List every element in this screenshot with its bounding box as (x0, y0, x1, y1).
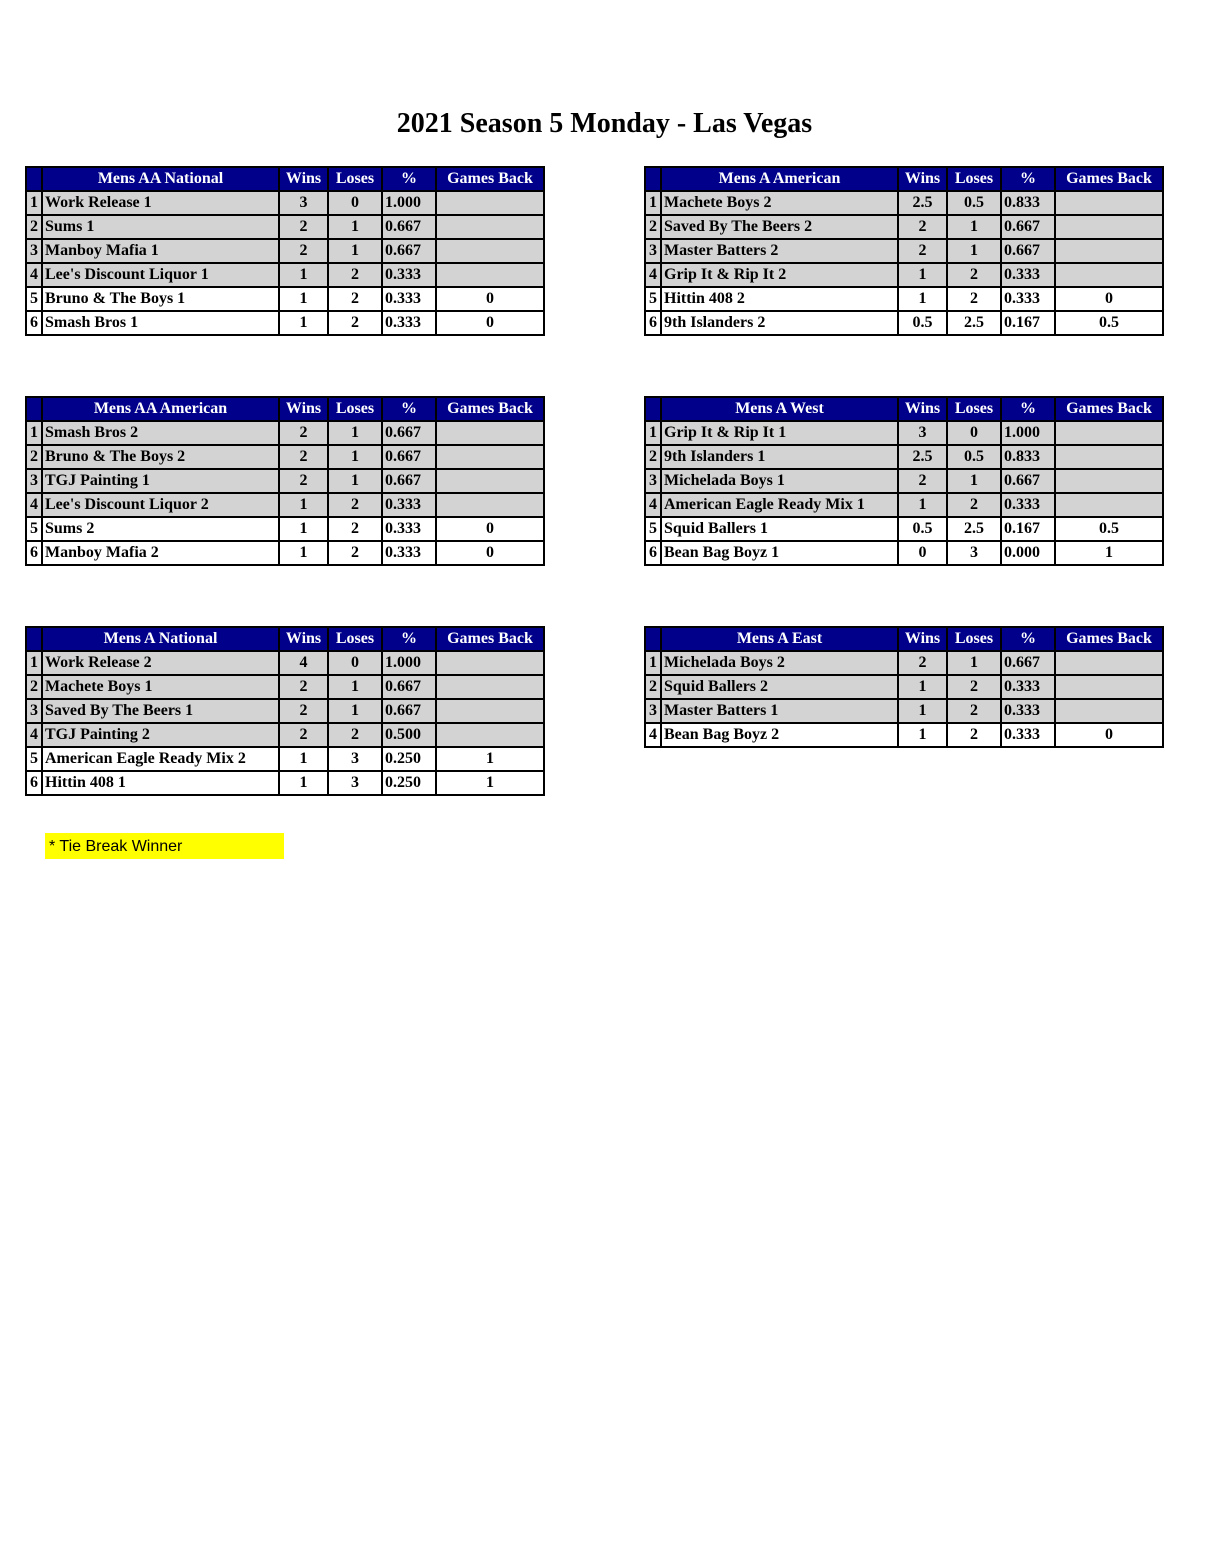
header-rank-cell (26, 167, 42, 191)
header-wins: Wins (279, 627, 328, 651)
team-name: Smash Bros 1 (42, 311, 279, 335)
team-name: Manboy Mafia 1 (42, 239, 279, 263)
loses-cell: 1 (328, 469, 382, 493)
wins-cell: 2 (279, 469, 328, 493)
pct-cell: 0.250 (382, 771, 436, 795)
pct-cell: 0.333 (1001, 263, 1055, 287)
wins-cell: 1 (898, 287, 947, 311)
table-row (645, 723, 1163, 747)
division-name: Mens AA National (42, 167, 279, 191)
table-row (26, 239, 544, 263)
games-back-cell: 0 (436, 517, 544, 541)
loses-cell: 1 (328, 215, 382, 239)
standings-table-mens-a-american (644, 166, 1164, 336)
pct-cell: 0.667 (1001, 469, 1055, 493)
rank-cell: 2 (26, 215, 42, 239)
pct-cell: 0.833 (1001, 445, 1055, 469)
pct-cell: 0.333 (1001, 723, 1055, 747)
team-name: Grip It & Rip It 1 (661, 421, 898, 445)
games-back-cell (436, 263, 544, 287)
games-back-cell (1055, 445, 1163, 469)
team-name: Manboy Mafia 2 (42, 541, 279, 565)
team-name: Lee's Discount Liquor 1 (42, 263, 279, 287)
games-back-cell (436, 723, 544, 747)
pct-cell: 0.000 (1001, 541, 1055, 565)
loses-cell: 1 (328, 421, 382, 445)
wins-cell: 0 (898, 541, 947, 565)
table-row (26, 651, 544, 675)
header-loses: Loses (947, 397, 1001, 421)
team-name: Sums 2 (42, 517, 279, 541)
wins-cell: 1 (279, 517, 328, 541)
pct-cell: 0.667 (382, 699, 436, 723)
games-back-cell: 1 (436, 747, 544, 771)
pct-cell: 0.333 (1001, 675, 1055, 699)
wins-cell: 1 (898, 675, 947, 699)
rank-cell: 6 (26, 541, 42, 565)
header-pct: % (1001, 167, 1055, 191)
rank-cell: 6 (645, 541, 661, 565)
loses-cell: 0.5 (947, 191, 1001, 215)
header-pct: % (382, 167, 436, 191)
header-wins: Wins (279, 397, 328, 421)
rank-cell: 6 (645, 311, 661, 335)
table-row (645, 215, 1163, 239)
games-back-cell (1055, 699, 1163, 723)
pct-cell: 0.667 (382, 215, 436, 239)
games-back-cell (1055, 469, 1163, 493)
header-pct: % (382, 397, 436, 421)
header-wins: Wins (279, 167, 328, 191)
pct-cell: 0.167 (1001, 311, 1055, 335)
team-name: Master Batters 2 (661, 239, 898, 263)
pct-cell: 0.667 (1001, 239, 1055, 263)
loses-cell: 0 (328, 191, 382, 215)
team-name: Hittin 408 2 (661, 287, 898, 311)
loses-cell: 2 (947, 263, 1001, 287)
team-name: Hittin 408 1 (42, 771, 279, 795)
standings-table-mens-aa-national (25, 166, 545, 336)
standings-table-mens-a-national (25, 626, 545, 796)
games-back-cell (1055, 493, 1163, 517)
loses-cell: 1 (328, 239, 382, 263)
games-back-cell: 0 (436, 287, 544, 311)
team-name: American Eagle Ready Mix 2 (42, 747, 279, 771)
wins-cell: 2 (279, 215, 328, 239)
table-row (26, 421, 544, 445)
rank-cell: 1 (645, 421, 661, 445)
header-games-back: Games Back (436, 627, 544, 651)
header-rank-cell (26, 627, 42, 651)
page-title: 2021 Season 5 Monday - Las Vegas (396, 108, 813, 139)
pct-cell: 1.000 (382, 651, 436, 675)
loses-cell: 2 (328, 723, 382, 747)
header-loses: Loses (947, 627, 1001, 651)
loses-cell: 1 (328, 675, 382, 699)
header-pct: % (1001, 627, 1055, 651)
loses-cell: 3 (328, 771, 382, 795)
table-header-row (645, 627, 1163, 651)
wins-cell: 1 (279, 287, 328, 311)
pct-cell: 1.000 (382, 191, 436, 215)
wins-cell: 2 (279, 421, 328, 445)
division-name: Mens A East (661, 627, 898, 651)
wins-cell: 1 (898, 723, 947, 747)
division-name: Mens A National (42, 627, 279, 651)
header-games-back: Games Back (1055, 167, 1163, 191)
wins-cell: 2 (279, 675, 328, 699)
pct-cell: 0.333 (1001, 493, 1055, 517)
header-wins: Wins (898, 397, 947, 421)
wins-cell: 1 (898, 263, 947, 287)
rank-cell: 6 (26, 311, 42, 335)
team-name: Master Batters 1 (661, 699, 898, 723)
team-name: Bruno & The Boys 2 (42, 445, 279, 469)
team-name: Work Release 2 (42, 651, 279, 675)
games-back-cell (1055, 651, 1163, 675)
tie-break-legend: * Tie Break Winner (45, 833, 284, 859)
pct-cell: 0.667 (382, 675, 436, 699)
standings-table-mens-aa-american (25, 396, 545, 566)
pct-cell: 0.667 (382, 421, 436, 445)
loses-cell: 2 (328, 287, 382, 311)
team-name: Work Release 1 (42, 191, 279, 215)
rank-cell: 2 (645, 445, 661, 469)
games-back-cell: 0.5 (1055, 517, 1163, 541)
rank-cell: 1 (645, 191, 661, 215)
games-back-cell (1055, 263, 1163, 287)
wins-cell: 2 (279, 239, 328, 263)
header-pct: % (382, 627, 436, 651)
team-name: Machete Boys 1 (42, 675, 279, 699)
wins-cell: 2 (898, 651, 947, 675)
header-pct: % (1001, 397, 1055, 421)
header-games-back: Games Back (1055, 397, 1163, 421)
header-loses: Loses (328, 167, 382, 191)
wins-cell: 2 (898, 469, 947, 493)
team-name: Sums 1 (42, 215, 279, 239)
table-header-row (645, 397, 1163, 421)
table-row (26, 675, 544, 699)
rank-cell: 5 (645, 287, 661, 311)
wins-cell: 2.5 (898, 191, 947, 215)
pct-cell: 0.333 (382, 287, 436, 311)
header-games-back: Games Back (436, 397, 544, 421)
pct-cell: 0.333 (1001, 699, 1055, 723)
wins-cell: 3 (279, 191, 328, 215)
table-row (26, 191, 544, 215)
table-row (645, 517, 1163, 541)
wins-cell: 2 (279, 445, 328, 469)
team-name: Saved By The Beers 1 (42, 699, 279, 723)
team-name: Squid Ballers 1 (661, 517, 898, 541)
games-back-cell (436, 191, 544, 215)
wins-cell: 2 (279, 699, 328, 723)
rank-cell: 4 (645, 723, 661, 747)
wins-cell: 0.5 (898, 311, 947, 335)
table-row (26, 541, 544, 565)
pct-cell: 0.833 (1001, 191, 1055, 215)
team-name: Smash Bros 2 (42, 421, 279, 445)
table-row (26, 469, 544, 493)
rank-cell: 3 (645, 239, 661, 263)
wins-cell: 1 (898, 699, 947, 723)
team-name: Bruno & The Boys 1 (42, 287, 279, 311)
games-back-cell (436, 215, 544, 239)
loses-cell: 0.5 (947, 445, 1001, 469)
table-row (645, 445, 1163, 469)
team-name: 9th Islanders 1 (661, 445, 898, 469)
header-games-back: Games Back (1055, 627, 1163, 651)
rank-cell: 4 (645, 493, 661, 517)
pct-cell: 0.333 (382, 311, 436, 335)
loses-cell: 2 (328, 541, 382, 565)
pct-cell: 0.333 (382, 493, 436, 517)
games-back-cell (1055, 191, 1163, 215)
wins-cell: 2.5 (898, 445, 947, 469)
header-loses: Loses (328, 397, 382, 421)
pct-cell: 0.167 (1001, 517, 1055, 541)
pct-cell: 0.667 (1001, 215, 1055, 239)
wins-cell: 1 (279, 747, 328, 771)
table-row (645, 287, 1163, 311)
rank-cell: 4 (26, 723, 42, 747)
rank-cell: 5 (645, 517, 661, 541)
loses-cell: 2 (947, 675, 1001, 699)
table-row (645, 699, 1163, 723)
standings-table-mens-a-east (644, 626, 1164, 748)
header-loses: Loses (947, 167, 1001, 191)
header-rank-cell (645, 397, 661, 421)
rank-cell: 2 (26, 445, 42, 469)
table-row (26, 311, 544, 335)
team-name: Grip It & Rip It 2 (661, 263, 898, 287)
rank-cell: 3 (26, 699, 42, 723)
team-name: Lee's Discount Liquor 2 (42, 493, 279, 517)
loses-cell: 2 (328, 311, 382, 335)
table-row (645, 493, 1163, 517)
wins-cell: 2 (279, 723, 328, 747)
rank-cell: 3 (645, 699, 661, 723)
games-back-cell (1055, 215, 1163, 239)
header-rank-cell (645, 167, 661, 191)
games-back-cell: 0 (1055, 723, 1163, 747)
table-row (645, 239, 1163, 263)
table-row (645, 469, 1163, 493)
wins-cell: 1 (279, 771, 328, 795)
games-back-cell (436, 239, 544, 263)
team-name: 9th Islanders 2 (661, 311, 898, 335)
loses-cell: 3 (328, 747, 382, 771)
wins-cell: 0.5 (898, 517, 947, 541)
loses-cell: 2 (947, 287, 1001, 311)
rank-cell: 1 (26, 191, 42, 215)
games-back-cell: 0 (436, 541, 544, 565)
table-row (645, 421, 1163, 445)
games-back-cell (436, 445, 544, 469)
pct-cell: 0.667 (382, 445, 436, 469)
header-rank-cell (26, 397, 42, 421)
wins-cell: 4 (279, 651, 328, 675)
team-name: Machete Boys 2 (661, 191, 898, 215)
games-back-cell (1055, 239, 1163, 263)
rank-cell: 3 (645, 469, 661, 493)
rank-cell: 5 (26, 287, 42, 311)
table-row (26, 263, 544, 287)
header-wins: Wins (898, 627, 947, 651)
table-row (26, 747, 544, 771)
loses-cell: 2.5 (947, 311, 1001, 335)
games-back-cell: 0 (1055, 287, 1163, 311)
games-back-cell (436, 651, 544, 675)
loses-cell: 1 (947, 239, 1001, 263)
rank-cell: 6 (26, 771, 42, 795)
header-games-back: Games Back (436, 167, 544, 191)
wins-cell: 1 (279, 541, 328, 565)
table-row (26, 287, 544, 311)
games-back-cell (436, 699, 544, 723)
header-wins: Wins (898, 167, 947, 191)
table-row (26, 493, 544, 517)
loses-cell: 1 (947, 215, 1001, 239)
loses-cell: 1 (328, 445, 382, 469)
rank-cell: 2 (645, 675, 661, 699)
wins-cell: 1 (279, 493, 328, 517)
loses-cell: 1 (947, 651, 1001, 675)
games-back-cell: 0 (436, 311, 544, 335)
rank-cell: 2 (26, 675, 42, 699)
loses-cell: 0 (947, 421, 1001, 445)
games-back-cell: 1 (1055, 541, 1163, 565)
table-row (26, 723, 544, 747)
loses-cell: 0 (328, 651, 382, 675)
pct-cell: 0.667 (382, 469, 436, 493)
games-back-cell (436, 675, 544, 699)
pct-cell: 0.500 (382, 723, 436, 747)
table-row (645, 311, 1163, 335)
games-back-cell (436, 469, 544, 493)
table-row (26, 699, 544, 723)
loses-cell: 3 (947, 541, 1001, 565)
table-row (26, 445, 544, 469)
team-name: Bean Bag Boyz 2 (661, 723, 898, 747)
table-row (645, 191, 1163, 215)
table-row (26, 517, 544, 541)
loses-cell: 2.5 (947, 517, 1001, 541)
team-name: Saved By The Beers 2 (661, 215, 898, 239)
wins-cell: 2 (898, 215, 947, 239)
table-header-row (26, 167, 544, 191)
pct-cell: 0.333 (382, 263, 436, 287)
rank-cell: 1 (26, 651, 42, 675)
team-name: Bean Bag Boyz 1 (661, 541, 898, 565)
rank-cell: 1 (26, 421, 42, 445)
games-back-cell: 0.5 (1055, 311, 1163, 335)
loses-cell: 2 (947, 493, 1001, 517)
pct-cell: 0.250 (382, 747, 436, 771)
rank-cell: 3 (26, 239, 42, 263)
rank-cell: 2 (645, 215, 661, 239)
table-row (26, 771, 544, 795)
loses-cell: 2 (328, 517, 382, 541)
table-header-row (26, 627, 544, 651)
table-row (26, 215, 544, 239)
loses-cell: 1 (328, 699, 382, 723)
table-row (645, 675, 1163, 699)
division-name: Mens A American (661, 167, 898, 191)
wins-cell: 1 (898, 493, 947, 517)
team-name: TGJ Painting 2 (42, 723, 279, 747)
loses-cell: 2 (328, 493, 382, 517)
table-row (645, 541, 1163, 565)
pct-cell: 1.000 (1001, 421, 1055, 445)
table-row (645, 263, 1163, 287)
rank-cell: 1 (645, 651, 661, 675)
wins-cell: 2 (898, 239, 947, 263)
loses-cell: 2 (328, 263, 382, 287)
loses-cell: 2 (947, 723, 1001, 747)
pct-cell: 0.333 (382, 517, 436, 541)
rank-cell: 5 (26, 747, 42, 771)
games-back-cell (436, 493, 544, 517)
loses-cell: 2 (947, 699, 1001, 723)
pct-cell: 0.333 (382, 541, 436, 565)
rank-cell: 3 (26, 469, 42, 493)
games-back-cell: 1 (436, 771, 544, 795)
pct-cell: 0.667 (1001, 651, 1055, 675)
games-back-cell (1055, 675, 1163, 699)
wins-cell: 1 (279, 263, 328, 287)
rank-cell: 5 (26, 517, 42, 541)
rank-cell: 4 (26, 493, 42, 517)
team-name: Squid Ballers 2 (661, 675, 898, 699)
header-rank-cell (645, 627, 661, 651)
wins-cell: 1 (279, 311, 328, 335)
header-loses: Loses (328, 627, 382, 651)
table-header-row (26, 397, 544, 421)
table-row (645, 651, 1163, 675)
loses-cell: 1 (947, 469, 1001, 493)
team-name: TGJ Painting 1 (42, 469, 279, 493)
division-name: Mens AA American (42, 397, 279, 421)
pct-cell: 0.333 (1001, 287, 1055, 311)
team-name: American Eagle Ready Mix 1 (661, 493, 898, 517)
team-name: Michelada Boys 2 (661, 651, 898, 675)
division-name: Mens A West (661, 397, 898, 421)
games-back-cell (1055, 421, 1163, 445)
standings-table-mens-a-west (644, 396, 1164, 566)
table-header-row (645, 167, 1163, 191)
team-name: Michelada Boys 1 (661, 469, 898, 493)
games-back-cell (436, 421, 544, 445)
wins-cell: 3 (898, 421, 947, 445)
rank-cell: 4 (26, 263, 42, 287)
pct-cell: 0.667 (382, 239, 436, 263)
rank-cell: 4 (645, 263, 661, 287)
